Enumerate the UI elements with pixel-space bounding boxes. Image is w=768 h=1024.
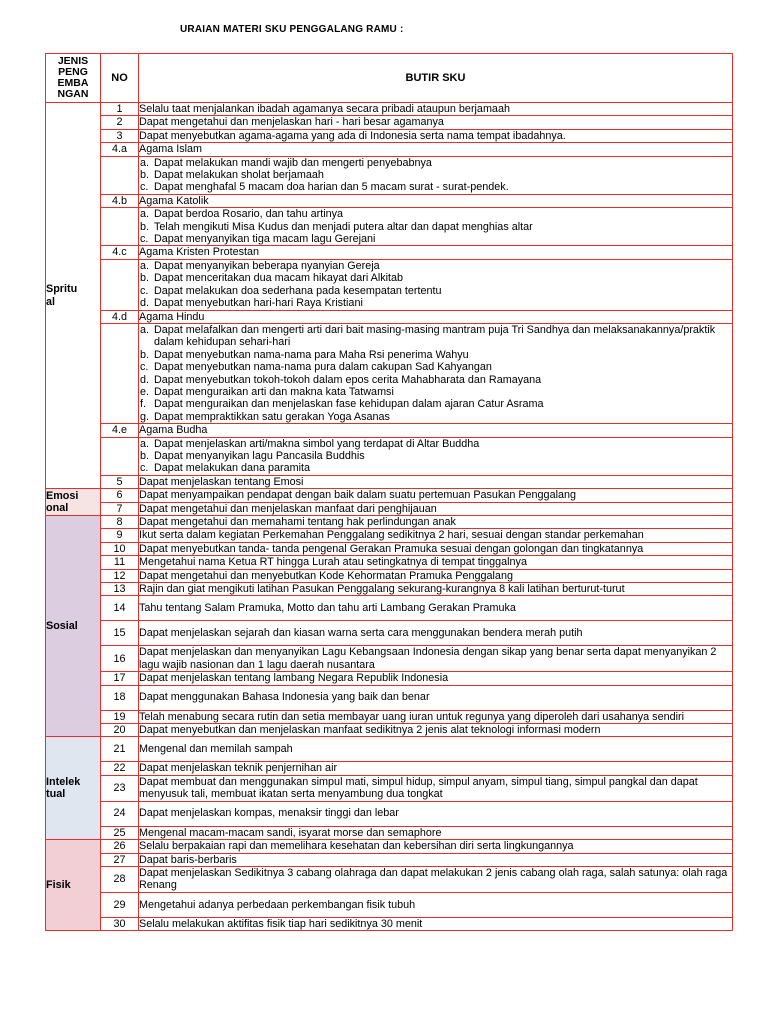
row-number: 4.c (101, 246, 139, 259)
row-number (101, 156, 139, 194)
row-description: Mengenal macam-macam sandi, isyarat morse dan semaphore (139, 826, 733, 839)
row-description: Dapat menjelaskan tentang lambang Negara Republik Indonesia (139, 672, 733, 685)
row-description: Dapat menyebutkan tanda- tanda pengenal Gerakan Pramuka sesuai dengan golongan dan tingkatannya (139, 542, 733, 555)
category-label: Spritu (46, 283, 78, 296)
row-number: 29 (101, 892, 139, 917)
category-label: tual (46, 788, 66, 801)
category-sosial (46, 516, 101, 737)
sub-item (139, 386, 732, 398)
table-row (46, 502, 733, 515)
sub-item-marker: b. (140, 220, 150, 233)
category-label: al (46, 295, 56, 308)
row-number: 23 (101, 775, 139, 801)
table-row (46, 569, 733, 582)
row-description: Dapat menjelaskan sejarah dan kiasan warna serta cara menggunakan bendera merah putih (139, 621, 733, 646)
sub-item-text: Dapat melafalkan dan mengerti arti dari bait masing-masing mantram puja Tri Sandhya dan melaksanakannya/praktik dalam kehidupan sehari-hari (154, 323, 716, 349)
table-row (46, 529, 733, 542)
table-row (46, 840, 733, 853)
table-row (46, 116, 733, 129)
sub-item-text: Dapat menyanyikan lagu Pancasila Buddhis (154, 449, 365, 462)
row-description: Agama Budha (139, 424, 733, 437)
table-row (46, 246, 733, 259)
table-row (46, 129, 733, 142)
sub-item-marker: a. (140, 437, 150, 450)
sub-item-marker: c. (140, 462, 149, 475)
sub-item (139, 157, 732, 169)
row-description: Dapat menjelaskan tentang Emosi (139, 475, 733, 488)
table-row (46, 489, 733, 502)
row-description: Tahu tentang Salam Pramuka, Motto dan tahu arti Lambang Gerakan Pramuka (139, 596, 733, 621)
header-jenis-pengembangan: JENIS PENG EMBA NGAN (46, 54, 101, 103)
row-description: Dapat menyampaikan pendapat dengan baik dalam suatu pertemuan Pasukan Penggalang (139, 489, 733, 502)
row-number: 20 (101, 724, 139, 737)
sub-item-marker: a. (140, 208, 150, 221)
table-row (46, 710, 733, 723)
row-number: 9 (101, 529, 139, 542)
sub-item (139, 297, 732, 309)
sub-item-text: Dapat melakukan sholat berjamaah (154, 169, 324, 182)
category-label: Intelek (46, 775, 81, 788)
row-description: Agama Kristen Protestan (139, 246, 733, 259)
row-number: 1 (101, 103, 139, 116)
row-description: Dapat baris-berbaris (139, 853, 733, 866)
table-header-row (46, 54, 733, 103)
sub-item (139, 361, 732, 373)
table-row (46, 724, 733, 737)
table-row (46, 156, 733, 194)
row-number: 24 (101, 801, 139, 826)
sub-item-marker: e. (140, 385, 150, 398)
row-description: Selalu taat menjalankan ibadah agamanya secara pribadi ataupun berjamaah (139, 103, 733, 116)
table-row (46, 542, 733, 555)
sub-item (139, 438, 732, 450)
table-row (46, 103, 733, 116)
row-number (101, 323, 139, 423)
table-row (46, 556, 733, 569)
row-description: Dapat menjelaskan Sedikitnya 3 cabang olahraga dan dapat melakukan 2 jenis cabang olah raga, salah satunya: olah raga Renang (139, 866, 733, 892)
row-number: 21 (101, 737, 139, 762)
row-number: 13 (101, 583, 139, 596)
row-description: Dapat menjelaskan kompas, menaksir tinggi dan lebar (139, 801, 733, 826)
row-description: Dapat membuat dan menggunakan simpul mati, simpul hidup, simpul anyam, simpul tiang, simpul pangkal dan dapat menyusuk tali, membuat ikatan serta menyambung dua tongkat (139, 775, 733, 801)
row-number: 8 (101, 516, 139, 529)
table-row (46, 323, 733, 423)
sub-item-marker: b. (140, 449, 150, 462)
header-no: NO (101, 54, 139, 103)
sub-item (139, 324, 732, 349)
row-number: 2 (101, 116, 139, 129)
row-number (101, 437, 139, 475)
sub-item (139, 221, 732, 233)
row-description: Dapat mengetahui dan menjelaskan hari - hari besar agamanya (139, 116, 733, 129)
table-row (46, 672, 733, 685)
sub-item-text: Telah mengikuti Misa Kudus dan menjadi putera altar dan dapat menghias altar (154, 220, 533, 233)
table-row (46, 762, 733, 775)
sub-item-marker: a. (140, 156, 150, 169)
row-number: 18 (101, 685, 139, 710)
sub-item (139, 374, 732, 386)
row-description: Dapat mengetahui dan memahami tentang hak perlindungan anak (139, 516, 733, 529)
sub-item (139, 208, 732, 220)
sub-item-marker: b. (140, 169, 150, 182)
row-description: Agama Islam (139, 143, 733, 156)
table-row (46, 596, 733, 621)
row-description: Dapat menyebutkan dan menjelaskan manfaat sedikitnya 2 jenis alat teknologi informasi modern (139, 724, 733, 737)
category-label: Fisik (46, 878, 71, 891)
row-description: Dapat menjelaskan dan menyanyikan Lagu Kebangsaan Indonesia dengan sikap yang benar serta dapat menyanyikan 2 lagu wajib nasionan dan 1 lagu daerah nusantara (139, 646, 733, 672)
sub-item-text: Dapat menyanyikan tiga macam lagu Gerejani (154, 233, 376, 246)
row-description: Agama Katolik (139, 194, 733, 207)
sub-item-text: Dapat menyanyikan beberapa nyanyian Gereja (154, 259, 380, 272)
row-number: 25 (101, 826, 139, 839)
row-number: 15 (101, 621, 139, 646)
category-fisik (46, 840, 101, 931)
table-row (46, 475, 733, 488)
category-label: Sosial (46, 620, 78, 633)
row-number: 19 (101, 710, 139, 723)
row-number: 10 (101, 542, 139, 555)
row-description (139, 259, 733, 310)
row-number: 4.a (101, 143, 139, 156)
sub-item-text: Dapat menguraikan arti dan makna kata Tatwamsi (154, 385, 394, 398)
row-description (139, 208, 733, 246)
sub-item-text: Dapat menyebutkan hari-hari Raya Kristiani (154, 297, 363, 310)
row-description: Selalu berpakaian rapi dan memelihara kesehatan dan kebersihan diri serta lingkungannya (139, 840, 733, 853)
sub-item-text: Dapat menghafal 5 macam doa harian dan 5 macam surat - surat-pendek. (154, 181, 509, 194)
table-row (46, 853, 733, 866)
row-number: 22 (101, 762, 139, 775)
sub-item-marker: f. (140, 398, 146, 411)
table-row (46, 143, 733, 156)
sub-item-marker: b. (140, 272, 150, 285)
row-description (139, 323, 733, 423)
table-row (46, 194, 733, 207)
row-description: Ikut serta dalam kegiatan Perkemahan Penggalang sedikitnya 2 hari, sesuai dengan standar perkemahan (139, 529, 733, 542)
table-row (46, 516, 733, 529)
sub-item-marker: c. (140, 233, 149, 246)
sub-item (139, 272, 732, 284)
sub-item-marker: g. (140, 410, 150, 423)
sub-item (139, 233, 732, 245)
sub-item-marker: a. (140, 259, 150, 272)
row-number: 16 (101, 646, 139, 672)
sub-item-marker: c. (140, 181, 149, 194)
table-row (46, 310, 733, 323)
row-description: Agama Hindu (139, 310, 733, 323)
row-number: 28 (101, 866, 139, 892)
sub-item-text: Dapat berdoa Rosario, dan tahu artinya (154, 208, 344, 221)
table-row (46, 208, 733, 246)
row-description: Telah menabung secara rutin dan setia membayar uang iuran untuk regunya yang diperoleh dari usahanya sendiri (139, 710, 733, 723)
table-row (46, 621, 733, 646)
row-description: Selalu melakukan aktifitas fisik tiap hari sedikitnya 30 menit (139, 917, 733, 930)
category-spiritual (46, 103, 101, 489)
table-row (46, 685, 733, 710)
table-row (46, 826, 733, 839)
sub-item-text: Dapat melakukan mandi wajib dan mengerti penyebabnya (154, 156, 432, 169)
sub-item-text: Dapat melakukan dana paramita (154, 462, 311, 475)
sku-table-body (46, 103, 733, 931)
sub-item-marker: c. (140, 284, 149, 297)
sub-item (139, 181, 732, 193)
row-number: 4.b (101, 194, 139, 207)
row-description: Mengetahui adanya perbedaan perkembangan fisik tubuh (139, 892, 733, 917)
row-description: Dapat menyebutkan agama-agama yang ada di Indonesia serta nama tempat ibadahnya. (139, 129, 733, 142)
sub-item-text: Dapat menyebutkan nama-nama pura dalam cakupan Sad Kahyangan (154, 361, 492, 374)
row-number (101, 208, 139, 246)
sub-item (139, 169, 732, 181)
table-row (46, 866, 733, 892)
sub-item-text: Dapat menyebutkan nama-nama para Maha Rsi penerima Wahyu (154, 348, 469, 361)
sub-item-marker: b. (140, 348, 150, 361)
row-description: Dapat mengetahui dan menyebutkan Kode Kehormatan Pramuka Penggalang (139, 569, 733, 582)
sub-item-text: Dapat melakukan doa sederhana pada kesempatan tertentu (154, 284, 442, 297)
row-number: 12 (101, 569, 139, 582)
table-row (46, 583, 733, 596)
sub-item-text: Dapat menyebutkan tokoh-tokoh dalam epos cerita Mahabharata dan Ramayana (154, 373, 542, 386)
category-label: Emosi (46, 489, 79, 502)
sub-item-text: Dapat mempraktikkan satu gerakan Yoga Asanas (154, 410, 390, 423)
sub-item-marker: a. (140, 323, 150, 336)
sub-item-text: Dapat menjelaskan arti/makna simbol yang terdapat di Altar Buddha (154, 437, 480, 450)
row-number: 27 (101, 853, 139, 866)
table-row (46, 801, 733, 826)
page-title: URAIAN MATERI SKU PENGGALANG RAMU : (180, 24, 404, 35)
table-row (46, 775, 733, 801)
table-row (46, 737, 733, 762)
row-number: 30 (101, 917, 139, 930)
row-description: Dapat menggunakan Bahasa Indonesia yang baik dan benar (139, 685, 733, 710)
row-number: 11 (101, 556, 139, 569)
table-row (46, 892, 733, 917)
row-description (139, 156, 733, 194)
row-number: 4.e (101, 424, 139, 437)
row-number (101, 259, 139, 310)
row-number: 5 (101, 475, 139, 488)
row-number: 17 (101, 672, 139, 685)
sub-item-text: Dapat menguraikan dan menjelaskan fase kehidupan dalam ajaran Catur Asrama (154, 398, 544, 411)
row-description: Mengetahui nama Ketua RT hingga Lurah atau setingkatnya di tempat tinggalnya (139, 556, 733, 569)
sub-item (139, 260, 732, 272)
sub-item (139, 349, 732, 361)
category-intelektual (46, 737, 101, 840)
category-label: onal (46, 502, 69, 515)
row-description: Dapat mengetahui dan menjelaskan manfaat dari penghijauan (139, 502, 733, 515)
category-emosional (46, 489, 101, 516)
sub-item (139, 450, 732, 462)
row-number: 26 (101, 840, 139, 853)
sub-item-text: Dapat menceritakan dua macam hikayat dari Alkitab (154, 272, 404, 285)
row-number: 14 (101, 596, 139, 621)
sub-item (139, 398, 732, 410)
row-number: 7 (101, 502, 139, 515)
row-number: 3 (101, 129, 139, 142)
sub-item-marker: d. (140, 297, 150, 310)
row-description: Rajin dan giat mengikuti latihan Pasukan Penggalang sekurang-kurangnya 8 kali latihan berturut-turut (139, 583, 733, 596)
row-description: Dapat menjelaskan teknik penjernihan air (139, 762, 733, 775)
row-number: 6 (101, 489, 139, 502)
row-number: 4.d (101, 310, 139, 323)
sub-item (139, 285, 732, 297)
header-butir-sku: BUTIR SKU (139, 54, 733, 103)
table-row (46, 259, 733, 310)
sub-item (139, 411, 732, 423)
table-row (46, 424, 733, 437)
sub-item-marker: c. (140, 361, 149, 374)
table-row (46, 917, 733, 930)
table-row (46, 437, 733, 475)
sub-item (139, 462, 732, 474)
table-row (46, 646, 733, 672)
sku-table (45, 53, 733, 931)
row-description: Mengenal dan memilah sampah (139, 737, 733, 762)
sub-item-marker: d. (140, 373, 150, 386)
row-description (139, 437, 733, 475)
